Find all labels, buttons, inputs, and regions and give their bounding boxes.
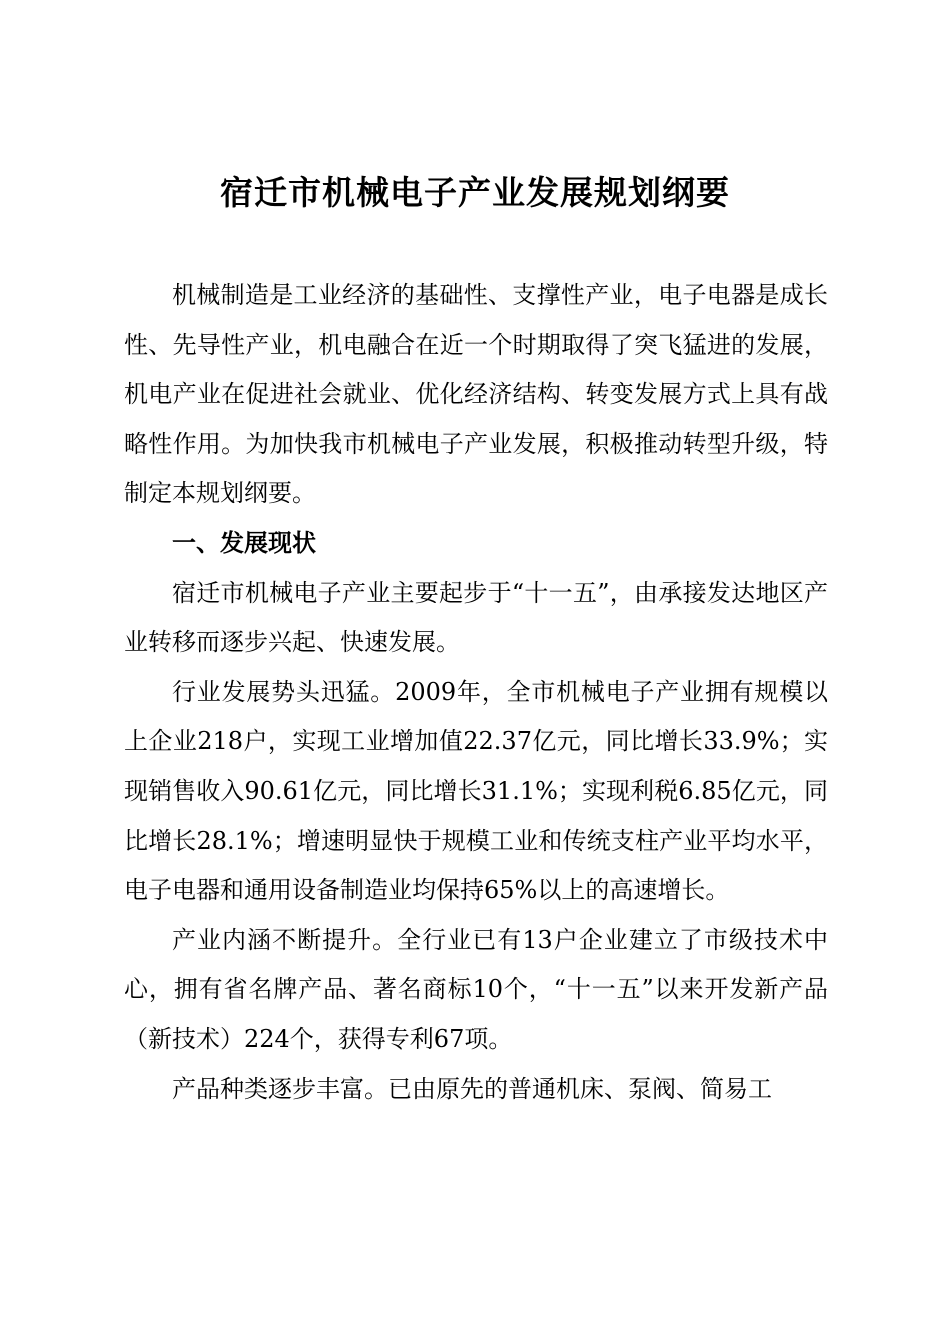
paragraph-growth: 行业发展势头迅猛。2009年，全市机械电子产业拥有规模以上企业218户，实现工业增加值22.37亿元，同比增长33.9%；实现销售收入90.61亿元，同比增长31.1%；实现利税6.85亿元，同比增长28.1%；增速明显快于规模工业和传统支柱产业平均水平，电子电器和通用设备制造业均保持65%以上的高速增长。	[124, 677, 828, 905]
paragraph-origin: 宿迁市机械电子产业主要起步于“十一五”，由承接发达地区产业转移而逐步兴起、快速发展。	[124, 578, 828, 657]
section-heading-development-status: 一、发展现状	[172, 528, 316, 557]
intro-paragraph: 机械制造是工业经济的基础性、支撑性产业，电子电器是成长性、先导性产业，机电融合在近一个时期取得了突飞猛进的发展，机电产业在促进社会就业、优化经济结构、转变发展方式上具有战略性作用。为加快我市机械电子产业发展，积极推动转型升级，特制定本规划纲要。	[124, 281, 828, 508]
paragraph-product-variety: 产品种类逐步丰富。已由原先的普通机床、泵阀、简易工	[172, 1074, 772, 1103]
document-title: 宿迁市机械电子产业发展规划纲要	[220, 173, 730, 212]
document-body	[124, 271, 828, 1114]
paragraph-innovation: 产业内涵不断提升。全行业已有13户企业建立了市级技术中心，拥有省名牌产品、著名商标10个，“十一五”以来开发新产品（新技术）224个，获得专利67项。	[124, 925, 828, 1053]
